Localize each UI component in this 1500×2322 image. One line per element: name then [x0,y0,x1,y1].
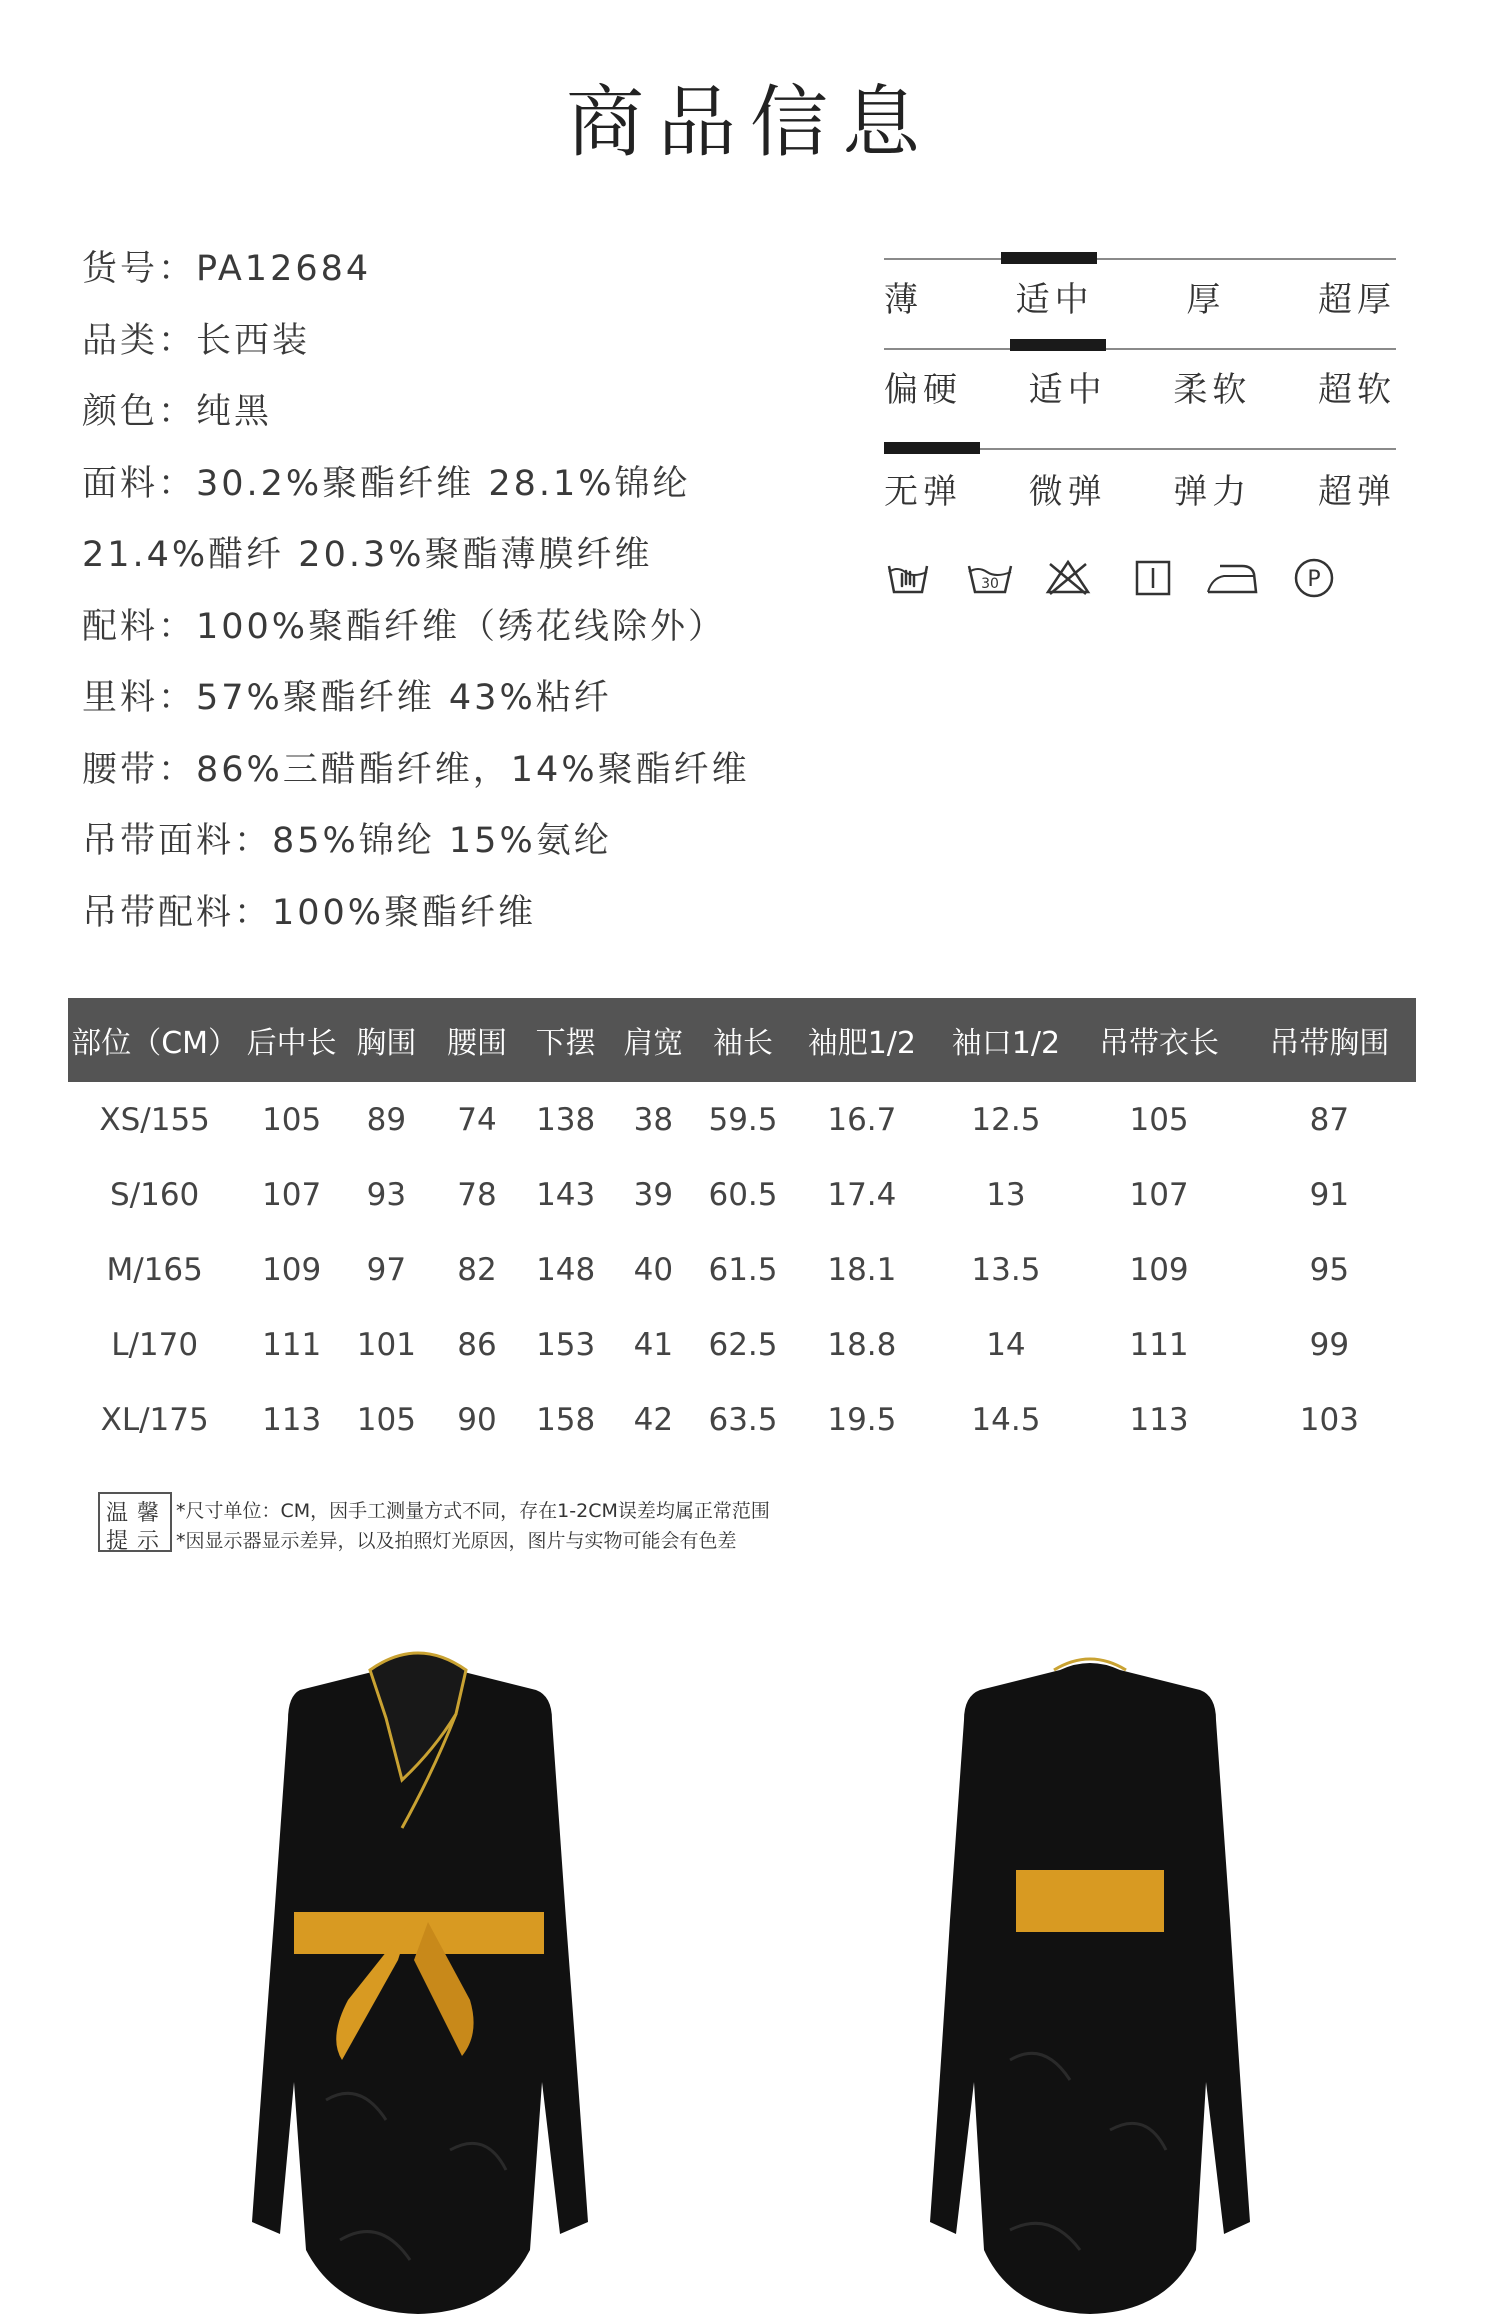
cell-cuff: 14 [986,1326,1026,1363]
cell-sleeve-length: 61.5 [708,1251,778,1288]
elasticity-scale [884,442,1396,538]
cell-sleeve-length: 60.5 [708,1176,778,1213]
header-camisole-length: 吊带衣长 [1099,1026,1220,1061]
size-chart-table [68,998,1416,1457]
cell-sleeve-width: 19.5 [827,1401,897,1438]
cell-waist: 78 [457,1176,497,1213]
cell-chest: 93 [366,1176,407,1213]
cell-sleeve-length: 63.5 [708,1401,778,1438]
cell-sleeve-length: 62.5 [708,1326,778,1363]
cell-hem: 138 [536,1101,596,1138]
cell-cuff: 14.5 [971,1401,1041,1438]
page-title: 商品信息 [565,78,934,168]
table-row [68,1232,1416,1307]
warm-tips-tag-line2: 提示 [106,1529,169,1554]
cell-hem: 158 [536,1401,596,1438]
spec-color: 颜色：纯黑 [82,392,273,432]
hand-wash-icon [884,552,932,600]
thickness-label-medium: 适中 [1015,280,1094,320]
cell-back-length: 107 [262,1176,322,1213]
spec-category: 品类：长西装 [82,320,311,361]
cell-size: M/165 [106,1251,203,1288]
cell-hem: 143 [536,1176,596,1213]
cell-shoulder: 42 [633,1401,674,1438]
elasticity-label-none: 无弹 [884,472,962,512]
table-row [68,1382,1416,1457]
cell-back-length: 109 [262,1251,322,1288]
cell-camisole-chest: 87 [1309,1101,1350,1138]
softness-track [884,348,1396,350]
coat-back-silhouette [930,1663,1250,2314]
spec-camisole-fabric: 吊带面料：85%锦纶 15%氨纶 [82,821,612,861]
cell-camisole-chest: 103 [1299,1401,1359,1438]
softness-label-stiff: 偏硬 [884,370,962,410]
cell-camisole-chest: 99 [1309,1326,1350,1363]
header-back-length: 后中长 [246,1026,337,1061]
header-sleeve-length: 袖长 [712,1026,773,1061]
cell-chest: 105 [356,1401,416,1438]
cell-camisole-chest: 91 [1309,1176,1350,1213]
cell-cuff: 13.5 [971,1251,1041,1288]
spec-lining: 里料：57%聚酯纤维 43%粘纤 [82,678,612,718]
cell-hem: 148 [536,1251,596,1288]
front-view-photo [230,1630,610,2322]
back-waist-belt [1016,1870,1164,1932]
elasticity-label-extra: 超弹 [1317,472,1396,512]
iron-icon [1204,552,1260,600]
cell-chest: 89 [366,1101,407,1138]
elasticity-label-stretch: 弹力 [1173,472,1252,512]
thickness-scale [884,250,1396,346]
header-chest: 胸围 [356,1026,417,1061]
size-table-header-row [68,998,1416,1082]
cell-size: L/170 [111,1326,199,1363]
cell-back-length: 105 [262,1101,322,1138]
cell-cuff: 12.5 [971,1101,1041,1138]
note-color-difference: *因显示器显示差异，以及拍照灯光原因，图片与实物可能会有色差 [176,1530,737,1552]
cell-cuff: 13 [986,1176,1026,1213]
spec-accessory: 配料：100%聚酯纤维（绣花线除外） [82,606,727,647]
header-hem: 下摆 [535,1026,596,1061]
cell-hem: 153 [536,1326,596,1363]
thickness-label-extra-thick: 超厚 [1317,280,1396,320]
cell-sleeve-width: 18.8 [827,1326,897,1363]
cell-size: S/160 [109,1176,200,1213]
table-row [68,1082,1416,1157]
no-bleach-icon [1042,552,1094,600]
cell-shoulder: 40 [633,1251,674,1288]
cell-shoulder: 39 [633,1176,674,1213]
thickness-label-thin: 薄 [884,280,923,320]
cell-camisole-length: 107 [1129,1176,1189,1213]
table-row [68,1157,1416,1232]
spec-camisole-accessory: 吊带配料：100%聚酯纤维 [82,892,537,933]
header-sleeve-width: 袖肥1/2 [807,1026,916,1061]
table-row [68,1307,1416,1382]
elasticity-marker [884,442,980,454]
warm-tips [98,1492,998,1552]
note-size-unit: *尺寸单位：CM，因手工测量方式不同，存在1-2CM误差均属正常范围 [176,1500,770,1522]
softness-marker [1010,339,1106,351]
dry-clean-text: P [1307,567,1321,592]
thickness-track [884,258,1396,260]
wash-temp-text: 30 [981,576,999,592]
cell-size: XL/175 [100,1401,209,1438]
cell-waist: 90 [457,1401,497,1438]
cell-sleeve-width: 18.1 [827,1251,897,1288]
dry-clean-p-icon [1290,552,1338,600]
spec-fabric-continued: 21.4%醋纤 20.3%聚酯薄膜纤维 [82,535,653,575]
cell-camisole-length: 105 [1129,1101,1189,1138]
cell-camisole-length: 109 [1129,1251,1189,1288]
care-instructions [884,552,1396,608]
header-part: 部位（CM） [71,1026,239,1061]
tumble-dry-icon [1129,552,1177,600]
header-cuff: 袖口1/2 [951,1026,1061,1061]
cell-waist: 82 [457,1251,497,1288]
cell-camisole-length: 111 [1129,1326,1189,1363]
softness-label-medium: 适中 [1028,370,1107,410]
cell-sleeve-width: 17.4 [827,1176,897,1213]
cell-back-length: 111 [262,1326,322,1363]
softness-scale [884,346,1396,442]
thickness-label-thick: 厚 [1186,280,1226,320]
softness-label-extra-soft: 超软 [1317,370,1396,410]
product-specs [82,244,882,959]
cell-waist: 74 [457,1101,497,1138]
wash-30-icon [964,552,1016,600]
cell-shoulder: 38 [633,1101,674,1138]
header-shoulder: 肩宽 [623,1026,684,1061]
product-photos [0,1630,1500,2322]
spec-fabric: 面料：30.2%聚酯纤维 28.1%锦纶 [82,463,691,504]
cell-back-length: 113 [262,1401,322,1438]
header-camisole-chest: 吊带胸围 [1269,1026,1390,1061]
cell-camisole-length: 113 [1129,1401,1189,1438]
cell-chest: 101 [356,1326,416,1363]
fabric-attribute-scales [884,250,1396,538]
back-view-photo [920,1630,1260,2322]
cell-shoulder: 41 [633,1326,674,1363]
spec-item-number: 货号：PA12684 [82,249,372,289]
cell-waist: 86 [457,1326,497,1363]
header-waist: 腰围 [447,1026,508,1061]
warm-tips-tag [98,1492,172,1552]
thickness-marker [1001,252,1097,264]
elasticity-label-slight: 微弹 [1028,472,1107,512]
warm-tips-tag-line1: 温馨 [106,1501,169,1526]
cell-size: XS/155 [99,1101,210,1138]
cell-sleeve-length: 59.5 [708,1101,778,1138]
cell-chest: 97 [366,1251,407,1288]
softness-label-soft: 柔软 [1173,370,1252,410]
cell-sleeve-width: 16.7 [827,1101,897,1138]
cell-camisole-chest: 95 [1309,1251,1350,1288]
spec-belt: 腰带：86%三醋酯纤维，14%聚酯纤维 [82,749,750,790]
